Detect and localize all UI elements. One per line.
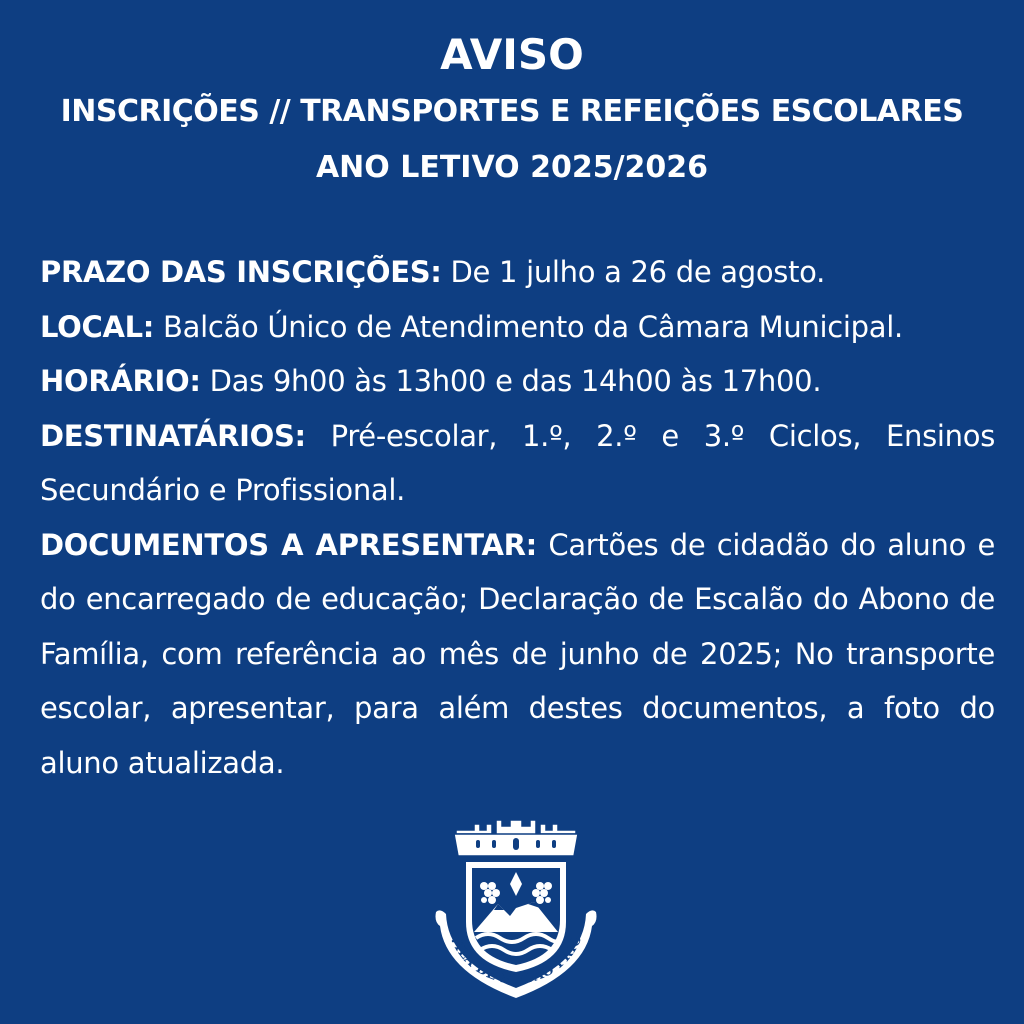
svg-text:VILA DE MESÃO FRIO: VILA DE MESÃO FRIO bbox=[446, 932, 586, 988]
local-paragraph bbox=[40, 300, 995, 355]
prazo-label: PRAZO DAS INSCRIÇÕES: bbox=[40, 255, 442, 289]
municipal-crest-icon bbox=[426, 812, 606, 1002]
destinatarios-text: Pré-escolar, 1.º, 2.º e 3.º Ciclos, Ensinos Secundário e Profissional. bbox=[40, 418, 995, 507]
prazo-text: De 1 julho a 26 de agosto. bbox=[441, 255, 826, 289]
notice-body bbox=[40, 245, 995, 790]
notice-subtitle: INSCRIÇÕES // TRANSPORTES E REFEIÇÕES ESCOLARES bbox=[60, 94, 964, 129]
notice-title: AVISO bbox=[440, 30, 584, 79]
documentos-paragraph bbox=[40, 518, 995, 791]
destinatarios-label: DESTINATÁRIOS: bbox=[40, 418, 306, 453]
documentos-label: DOCUMENTOS A APRESENTAR: bbox=[40, 527, 537, 562]
school-year: ANO LETIVO 2025/2026 bbox=[315, 150, 709, 185]
local-text: Balcão Único de Atendimento da Câmara Municipal. bbox=[154, 309, 903, 344]
destinatarios-paragraph bbox=[40, 409, 995, 518]
documentos-text: Cartões de cidadão do aluno e do encarregado de educação; Declaração de Escalão do Abono de Família, com referência ao mês de junho de 2025; No transporte escolar, apresentar, para além destes documentos, a foto do aluno atualizada. bbox=[40, 527, 995, 780]
horario-paragraph bbox=[40, 354, 995, 409]
horario-text: Das 9h00 às 13h00 e das 14h00 às 17h00. bbox=[200, 364, 822, 398]
horario-label: HORÁRIO: bbox=[40, 364, 201, 398]
local-label: LOCAL: bbox=[40, 309, 155, 344]
prazo-paragraph bbox=[40, 245, 995, 300]
